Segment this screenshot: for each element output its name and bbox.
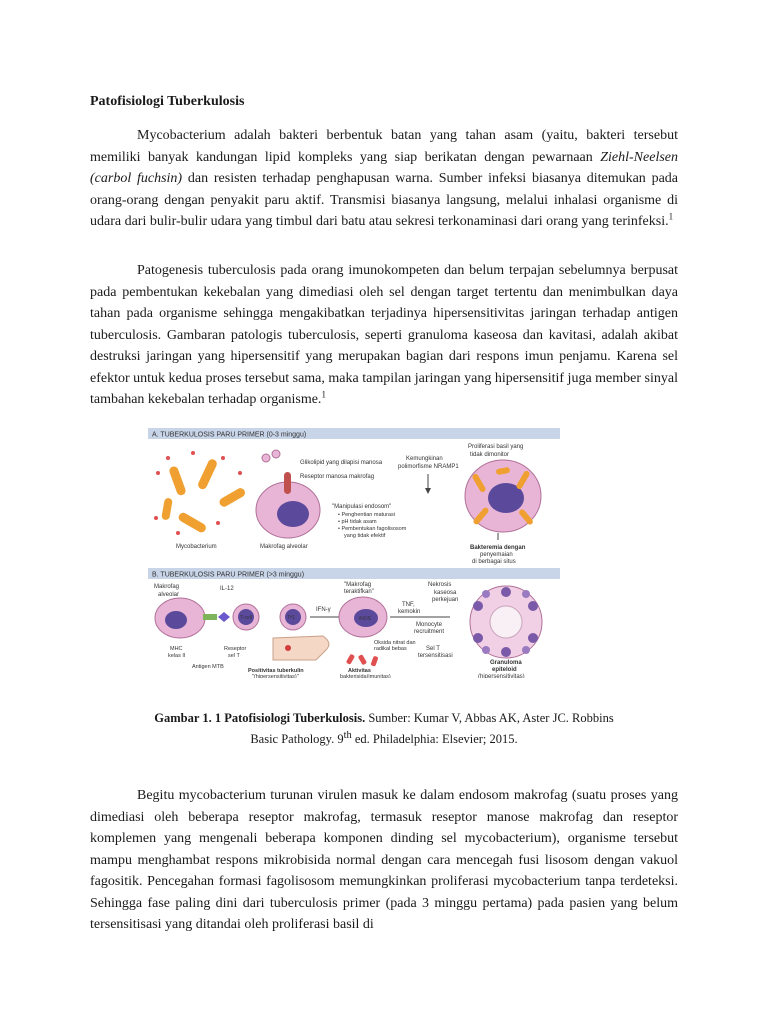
label-positivitas-2: "(hipersensitivitas)" — [252, 674, 299, 678]
mycobacterium-cluster — [154, 451, 247, 535]
reference-superscript: 1 — [321, 389, 326, 400]
label-aktivitas-1: Aktivitas — [348, 668, 371, 674]
label-granuloma-1: Granuloma — [490, 660, 522, 666]
label-bakteremia-2: penyemaian — [480, 552, 513, 558]
paragraph-2-text: Patogenesis tuberculosis pada orang imunokompeten dan belum terpajan sebelumnya berpusat pada pembentukan kekebalan yang dimediasi oleh sel dengan target tertentu dan menimbulkan daya tahan pada organisme sehingga mengakibatkan terjadinya hipersensitivitas jaringan terhadap antigen tuberculosis. Gambaran patologis tuberculosis, seperti granuloma kaseosa dan kavitasi, adalah akibat destruksi jaringan yang hipersensitif yang merupakan bagian dari respons imun penjamu. Karena sel efektor untuk kedua proses tersebut sama, maka tampilan jaringan yang hipersensitif juga member sinyal tambahan kekebalan terhadap organisme. — [90, 263, 678, 407]
label-reseptor-manosa: Reseptor manosa makrofag — [300, 474, 375, 480]
label-proliferasi-1: Proliferasi basil yang — [468, 444, 524, 450]
label-kemungkinan: Kemungkinan — [406, 456, 443, 462]
label-aktivitas-2: bakterisida(imunitas) — [340, 674, 391, 678]
label-sel-t-2: tersensitisasi — [418, 653, 453, 659]
figure-caption — [140, 710, 628, 748]
label-granuloma-3: (hipersensitivitas) — [478, 674, 525, 678]
label-il12: IL-12 — [220, 586, 234, 592]
label-mhc-2: kelas II — [168, 653, 186, 659]
label-mhc-1: MHC — [170, 646, 183, 652]
label-bakteremia-3: di berbagai situs — [472, 559, 516, 565]
label-kaseosa-1: kaseosa — [434, 590, 457, 596]
label-th1: Tᴴ1 — [287, 615, 295, 621]
label-monocyte-1: Monocyte — [416, 622, 443, 628]
label-makrofag: Makrofag — [154, 584, 180, 590]
label-tcell: T-cell — [240, 615, 252, 621]
label-makrofag-alveolar: Makrofag alveolar — [260, 544, 308, 550]
proliferating-macrophage-cell — [465, 460, 541, 532]
label-kaseosa-2: perkejuan — [432, 597, 459, 603]
label-oksida-1: Oksida nitrat dan — [374, 640, 416, 646]
label-bullet-3b: yang tidak efektif — [344, 533, 386, 539]
label-kemokin: kemokin — [398, 609, 421, 615]
label-inos: iNOS — [359, 616, 371, 622]
label-oksida-2: radikal bebas — [374, 646, 407, 652]
section-title: Patofisiologi Tuberkulosis — [90, 94, 245, 109]
label-bakteremia-1: Bakteremia dengan — [470, 545, 526, 551]
caption-text-b: ed. Philadelphia: Elsevier; 2015. — [351, 732, 518, 747]
label-proliferasi-2: tidak dimonitor — [470, 452, 510, 458]
label-positivitas-1: Positivitas tuberkulin — [248, 668, 304, 674]
paragraph-2 — [90, 260, 678, 411]
panel-a-title: A. TUBERKULOSIS PARU PRIMER (0-3 minggu) — [152, 431, 307, 439]
paragraph-1-italic: Ziehl-Neelsen (carbol fuchsin) — [90, 149, 678, 186]
hand-illustration — [273, 636, 329, 660]
label-bullet-3: • Pembentukan fagolisosom — [338, 526, 407, 532]
reference-superscript: 1 — [668, 211, 674, 222]
label-manipulasi: "Manipulasi endosom" — [332, 504, 392, 510]
label-reseptor-t-2: sel T — [228, 653, 240, 659]
antigen-presenting-macrophage — [155, 598, 230, 638]
label-sel-t-1: Sel T — [426, 646, 440, 652]
label-glikolipid: Glikolipid yang dilapisi manosa — [300, 460, 383, 466]
label-reseptor-t-1: Reseptor — [224, 646, 247, 652]
panel-b-title: B. TUBERKULOSIS PARU PRIMER (>3 minggu) — [152, 571, 305, 579]
paragraph-1-text-a: Mycobacterium adalah bakteri berbentuk batan yang tahan asam (yaitu, bakteri tersebut memiliki banyak kandungan lipid kompleks yang siap berikatan dengan pewarnaan — [90, 128, 678, 165]
paragraph-3-text: Begitu mycobacterium turunan virulen masuk ke dalam endosom makrofag (suatu proses yang dimediasi oleh beberapa reseptor makrofag, termasuk reseptor manose makrofag dan reseptor komplemen yang mengenali beberapa komponen dinding sel mycobacterium), organisme tersebut mampu menghambat respons mikrobisida normal dengan cara mencegah fusi lisosom dengan vakuol fagositik. Pencegahan formasi fagolisosom memungkinkan proliferasi mycobacterium tanpa terdeteksi. Sehingga fase paling dini dari tuberculosis primer (pada 3 minggu pertama) pada pasien yang belum tersensitisasi yang ditandai oleh proliferasi basil di — [90, 788, 678, 932]
paragraph-3 — [90, 785, 678, 936]
label-bullet-1: • Penghentian maturasi — [338, 512, 395, 518]
label-polimorfisme: polimorfisme NRAMP1 — [398, 464, 459, 470]
paragraph-1 — [90, 125, 678, 233]
caption-text-a: Sumber: Kumar V, Abbas AK, Aster JC. Robbins Basic Pathology. 9 — [250, 711, 614, 747]
label-nekrosis: Nekrosis — [428, 582, 452, 588]
caption-bold: Gambar 1. 1 Patofisiologi Tuberkulosis. — [154, 711, 366, 725]
label-alveolar: alveolar — [158, 592, 180, 598]
caption-superscript: th — [343, 730, 352, 741]
granuloma — [470, 586, 542, 658]
label-mycobacterium: Mycobacterium — [176, 544, 217, 550]
label-monocyte-2: recruitment — [414, 629, 445, 635]
label-makrofag-teraktifkan-1: "Makrofag — [344, 582, 372, 588]
pathophysiology-figure — [148, 428, 560, 678]
label-antigen: Antigen MTB — [192, 664, 224, 670]
label-granuloma-2: epiteloid — [492, 667, 517, 673]
label-makrofag-teraktifkan-2: teraktifkan" — [344, 589, 374, 595]
paragraph-1-text-b: dan resisten terhadap penghapusan warna. Sumber infeksi biasanya ditemukan pada orang-orang dengan penyakit paru aktif. Transmisi biasanya langsung, melalui inhalasi organisme di udara dari bulir-bulir udara yang timbul dari batu atau sekresi terkonaminasi dari orang yang terinfeksi. — [90, 171, 679, 229]
label-ifn: IFN-γ — [316, 607, 331, 613]
label-tnf: TNF, — [402, 602, 415, 608]
label-bullet-2: • pH tidak asam — [338, 519, 377, 525]
bacteria-debris — [346, 654, 379, 667]
